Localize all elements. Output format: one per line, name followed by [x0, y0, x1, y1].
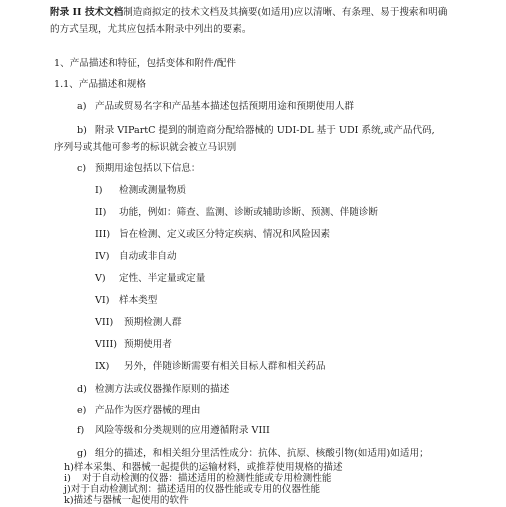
list-text: 产品作为医疗器械的理由: [95, 405, 201, 416]
roman-number: VII): [95, 317, 114, 328]
roman-text: 检测或测量物质: [119, 185, 187, 196]
list-item-d: [77, 384, 229, 396]
list-text: 预期用途包括以下信息：: [95, 163, 201, 174]
roman-text: 另外，伴随诊断需要有相关目标人群和相关药品: [124, 361, 326, 372]
annex-title: 附录 II 技术文档: [50, 7, 124, 18]
list-label: a): [77, 101, 87, 112]
list-text: 风险等级和分类规则的应用遵循附录 VIII: [95, 425, 270, 436]
roman-text: 定性、半定量或定量: [119, 273, 206, 284]
roman-item: [95, 185, 186, 197]
list-label: d): [77, 384, 87, 395]
list-label: c): [77, 163, 87, 174]
roman-item: [95, 295, 157, 307]
roman-item: [95, 317, 182, 329]
list-item-j: j)对于自动检测试剂：描述适用的仪器性能或专用的仪器性能: [64, 484, 321, 495]
list-label: b): [77, 125, 87, 136]
roman-number: II): [95, 207, 107, 218]
roman-text: 预期使用者: [124, 339, 172, 350]
roman-number: VIII): [95, 339, 118, 350]
list-item-b-continuation: 序列号或其他可参考的标识就会被立马识别: [54, 142, 237, 153]
roman-number: V): [95, 273, 106, 284]
roman-item: [95, 361, 325, 373]
roman-number: VI): [95, 295, 110, 306]
roman-item: [95, 273, 205, 285]
roman-item: [95, 251, 177, 263]
roman-text: 旨在检测、定义或区分特定疾病、情况和风险因素: [119, 229, 331, 240]
list-item-b: [77, 125, 435, 137]
roman-number: IX): [95, 361, 110, 372]
list-label: i): [64, 473, 71, 484]
list-item-c: [77, 163, 201, 175]
list-item-k: k)描述与器械一起使用的软件: [64, 495, 189, 506]
list-text: 对于自动检测的仪器：描述适用的检测性能或专用检测性能: [82, 473, 332, 484]
roman-text: 预期检测人群: [124, 317, 182, 328]
roman-number: III): [95, 229, 111, 240]
intro-text: 制造商拟定的技术文档及其摘要(如适用)应以清晰、有条理、易于搜索和明确的方式呈现，尤其应包括本附录中列出的要素。: [50, 7, 448, 35]
roman-item: [95, 207, 378, 219]
list-text: 检测方法或仪器操作原则的描述: [95, 384, 230, 395]
list-item-a: [77, 101, 354, 113]
list-label: f): [77, 425, 85, 436]
roman-item: [95, 229, 330, 241]
list-item-g: [77, 448, 429, 460]
list-text: 附录 VIPartC 提到的制造商分配给器械的 UDI-DL 基于 UDI 系统,或产品代码,: [95, 125, 435, 136]
list-label: g): [77, 448, 87, 459]
list-item-e: [77, 405, 201, 417]
list-label: e): [77, 405, 87, 416]
list-item-f: [77, 425, 270, 437]
list-text: 产品或贸易名字和产品基本描述包括预期用途和预期使用人群: [95, 101, 355, 112]
roman-text: 样本类型: [119, 295, 158, 306]
roman-text: 功能，例如：筛查、监测、诊断或辅助诊断、预测、伴随诊断: [119, 207, 379, 218]
roman-number: I): [95, 185, 103, 196]
roman-item: [95, 339, 172, 351]
roman-number: IV): [95, 251, 110, 262]
intro-paragraph: [50, 4, 455, 38]
list-item-h: h)样本采集、和器械一起提供的运输材料，或推荐使用规格的描述: [64, 462, 343, 473]
roman-text: 自动或非自动: [119, 251, 177, 262]
section-heading-1-1: 1.1、产品描述和规格: [54, 79, 147, 90]
section-heading-1: 1、产品描述和特征，包括变体和附件/配件: [54, 58, 237, 69]
list-text: 组分的描述，和相关组分里活性成分：抗体、抗原、核酸引物(如适用)如适用；: [95, 448, 429, 459]
